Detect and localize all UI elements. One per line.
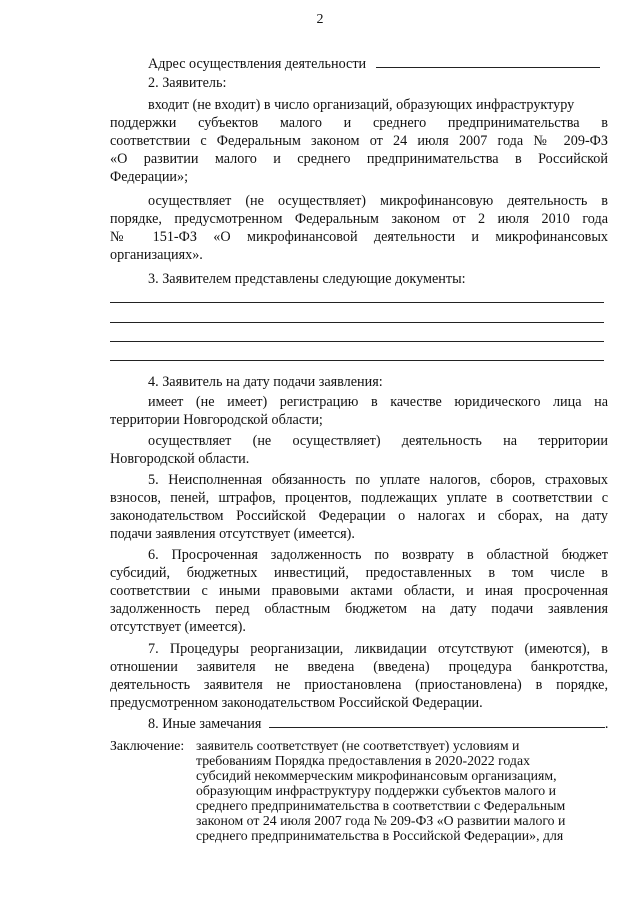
page-number: 2: [316, 12, 324, 27]
conclusion-line: заявитель соответствует (не соответствует) условиям и: [196, 738, 520, 753]
s7-line: 7. Процедуры реорганизации, ликвидации отсутствуют (имеются), в: [148, 641, 608, 657]
address-label: Адрес осуществления деятельности: [148, 56, 367, 72]
s2-line: № 151-ФЗ «О микрофинансовой деятельности и микрофинансовых: [110, 229, 608, 245]
s7-line: отношении заявителя не введена (введена) процедура банкротства,: [110, 659, 608, 675]
s4-line: осуществляет (не осуществляет) деятельность на территории: [148, 433, 608, 449]
s7-line: деятельность заявителя не приостановлена (приостановлена) в порядке,: [110, 677, 608, 693]
s6-line: субсидий, бюджетных инвестиций, предоставленных в том числе в: [110, 565, 608, 581]
s6-line: 6. Просроченная задолженность по возврату в областной бюджет: [148, 547, 608, 563]
s2-line: соответствии с Федеральным законом от 24 июля 2007 года № 209-ФЗ: [110, 133, 608, 149]
documents-blank-line[interactable]: [110, 341, 604, 342]
section-2-heading: 2. Заявитель:: [148, 75, 227, 91]
address-blank[interactable]: [376, 55, 600, 68]
s2-line: организациях».: [110, 247, 203, 263]
s2-line: входит (не входит) в число организаций, образующих инфраструктуру: [148, 97, 575, 113]
other-remarks-blank[interactable]: [269, 715, 605, 728]
section-8-line: [148, 715, 608, 733]
s2-line: Федерации»;: [110, 169, 189, 185]
s7-line: предусмотренном законодательством Российской Федерации.: [110, 695, 483, 711]
section-3-heading: 3. Заявителем представлены следующие документы:: [148, 271, 466, 287]
s5-line: взносов, пеней, штрафов, процентов, подлежащих уплате в соответствии с: [110, 490, 608, 506]
s5-line: подачи заявления отсутствует (имеется).: [110, 526, 355, 542]
s4-line: имеет (не имеет) регистрацию в качестве юридического лица на: [148, 394, 608, 410]
conclusion-line: образующим инфраструктуру поддержки субъектов малого и: [196, 783, 557, 798]
s4-line: территории Новгородской области;: [110, 412, 323, 428]
conclusion-line: среднего предпринимательства в Российской Федерации», для: [196, 828, 564, 843]
conclusion-line: среднего предпринимательства в соответствии с Федеральным: [196, 798, 566, 813]
conclusion-line: субсидий некоммерческим микрофинансовым организациям,: [196, 768, 557, 783]
s6-line: задолженность перед областным бюджетом на дату подачи заявления: [110, 601, 608, 617]
conclusion-line: требованиям Порядка предоставления в 2020-2022 годах: [196, 753, 530, 768]
address-line: [148, 55, 600, 73]
period: .: [604, 716, 609, 732]
documents-blank-line[interactable]: [110, 322, 604, 323]
documents-blank-line[interactable]: [110, 360, 604, 361]
s6-line: отсутствует (имеется).: [110, 619, 246, 635]
s5-line: 5. Неисполненная обязанность по уплате налогов, сборов, страховых: [148, 472, 608, 488]
s2-line: поддержки субъектов малого и среднего предпринимательства в: [110, 115, 608, 131]
s5-line: законодательством Российской Федерации о налогах и сборах, на дату: [110, 508, 608, 524]
s2-line: «О развитии малого и среднего предпринимательства в Российской: [110, 151, 608, 167]
section-4-heading: 4. Заявитель на дату подачи заявления:: [148, 374, 383, 390]
s2-line: осуществляет (не осуществляет) микрофинансовую деятельность в: [148, 193, 608, 209]
s4-line: Новгородской области.: [110, 451, 250, 467]
s2-line: порядке, предусмотренном Федеральным законом от 2 июля 2010 года: [110, 211, 608, 227]
conclusion-label: Заключение:: [110, 738, 185, 753]
conclusion-line: законом от 24 июля 2007 года № 209-ФЗ «О развитии малого и: [196, 813, 566, 828]
s6-line: соответствии с иными правовыми актами области, и иная просроченная: [110, 583, 608, 599]
documents-blank-line[interactable]: [110, 302, 604, 303]
other-remarks-label: 8. Иные замечания: [148, 716, 262, 732]
